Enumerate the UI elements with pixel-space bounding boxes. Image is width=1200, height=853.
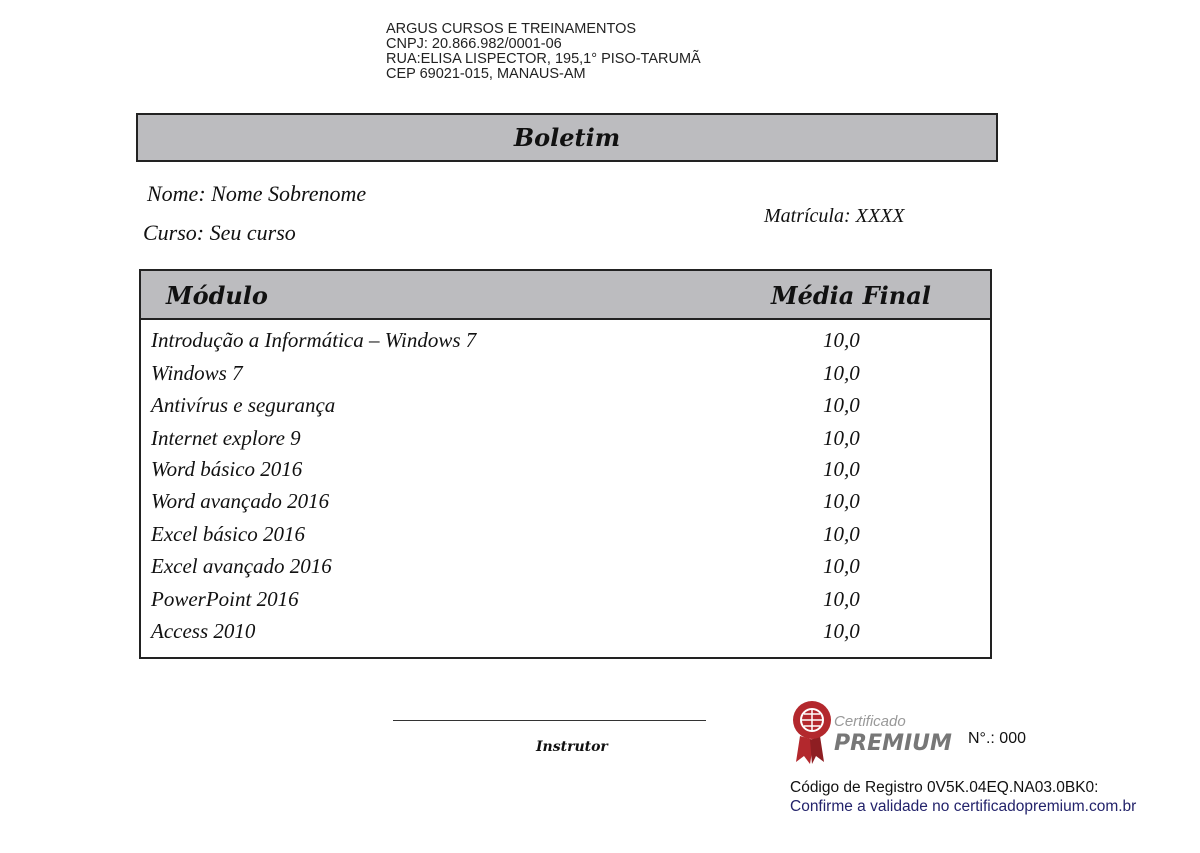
final-grade: 10,0 [823,328,860,352]
table-row [141,522,990,552]
final-grade: 10,0 [823,457,860,481]
title-bar [136,113,998,162]
registry-info [790,778,1136,816]
company-header [386,22,701,82]
table-row [141,426,990,456]
certificado-premium-logo [792,698,957,766]
company-address: RUA:ELISA LISPECTOR, 195,1° PISO-TARUMÃ [386,51,701,67]
module-name: Excel básico 2016 [151,522,305,546]
final-grade: 10,0 [823,554,860,578]
student-course: Curso: Seu curso [143,220,296,245]
table-row [141,489,990,519]
table-header [141,271,990,320]
signature-label: Instrutor [536,739,608,755]
page-title: Boletim [513,123,621,152]
module-name: PowerPoint 2016 [151,587,299,611]
module-name: Windows 7 [151,361,243,385]
student-registration: Matrícula: XXXX [764,205,905,227]
table-row [141,457,990,487]
column-module: Módulo [166,281,268,310]
final-grade: 10,0 [823,426,860,450]
svg-text:Certificado: Certificado [834,713,906,730]
table-row [141,554,990,584]
grades-table [139,269,992,659]
module-name: Word avançado 2016 [151,489,330,513]
module-name: Access 2010 [151,619,256,643]
final-grade: 10,0 [823,619,860,643]
signature-line [393,720,706,721]
table-row [141,619,990,649]
column-grade: Média Final [771,281,931,310]
company-cep: CEP 69021-015, MANAUS-AM [386,66,586,82]
company-cnpj: CNPJ: 20.866.982/0001-06 [386,36,562,52]
student-name: Nome: Nome Sobrenome [147,181,367,206]
module-name: Internet explore 9 [151,426,301,450]
validate-link[interactable]: Confirme a validade no certificadopremium.com.br [790,798,1137,815]
company-name: ARGUS CURSOS E TREINAMENTOS [386,21,637,37]
svg-text:PREMIUM: PREMIUM [834,731,952,756]
module-name: Excel avançado 2016 [151,554,332,578]
module-name: Introdução a Informática – Windows 7 [151,328,477,352]
final-grade: 10,0 [823,587,860,611]
table-row [141,361,990,391]
module-name: Antivírus e segurança [151,393,336,417]
final-grade: 10,0 [823,361,860,385]
final-grade: 10,0 [823,522,860,546]
registry-code: Código de Registro 0V5K.04EQ.NA03.0BK0: [790,779,1099,796]
table-row [141,393,990,423]
certificate-number: N°.: 000 [968,730,1026,747]
final-grade: 10,0 [823,393,860,417]
final-grade: 10,0 [823,489,860,513]
module-name: Word básico 2016 [151,457,303,481]
table-row [141,587,990,617]
table-row [141,328,990,358]
